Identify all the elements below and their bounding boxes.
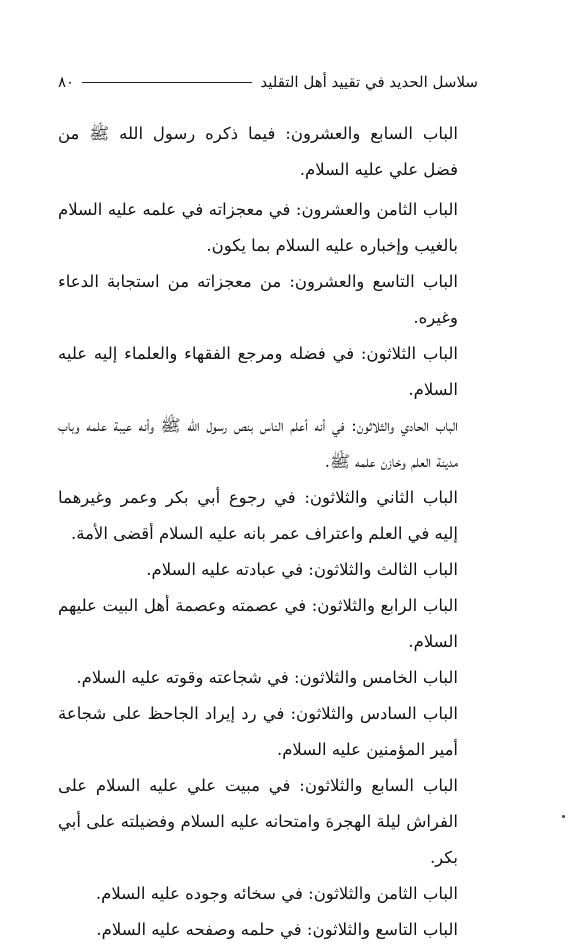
header-rule [82,82,252,83]
chapter-entry-39: الباب التاسع والثلاثون: في حلمه وصفحه عليه السلام. [96,920,458,939]
chapter-entry-36: الباب السادس والثلاثون: في رد إيراد الجاحظ على شجاعة أمير المؤمنين عليه السلام. [58,704,458,759]
chapter-entry-30: الباب الثلاثون: في فضله ومرجع الفقهاء والعلماء إليه عليه السلام. [58,344,458,399]
table-of-contents-body [58,116,478,948]
chapter-entry-27: الباب السابع والعشرون: فيما ذكره رسول الله ﷺ من فضل علي عليه السلام. [58,124,458,179]
header-title: سلاسل الحديد في تقييد أهل التقليد [260,73,478,91]
chapter-entry-33: الباب الثالث والثلاثون: في عبادته عليه السلام. [146,560,458,579]
chapter-entry-34: الباب الرابع والثلاثون: في عصمته وعصمة أهل البيت عليهم السلام. [58,596,458,651]
page-number: ٨٠ [58,73,75,91]
chapter-entry-38: الباب الثامن والثلاثون: في سخائه وجوده عليه السلام. [95,884,458,903]
chapter-entry-32: الباب الثاني والثلاثون: في رجوع أبي بكر وعمر وغيرهما إليه في العلم واعتراف عمر بانه عليه السلام أقضى الأمة. [58,488,458,543]
page-speck [562,815,565,818]
chapter-entry-37: الباب السابع والثلاثون: في مبيت علي عليه السلام على الفراش ليلة الهجرة وامتحانه عليه السلام وفضيلته على أبي بكر. [58,776,458,867]
running-header [58,70,478,94]
chapter-entry-28: الباب الثامن والعشرون: في معجزاته في علمه عليه السلام بالغيب وإخباره عليه السلام بما يكون. [58,200,458,255]
chapter-entry-29: الباب التاسع والعشرون: من معجزاته من استجابة الدعاء وغيره. [58,272,458,327]
chapter-entry-35: الباب الخامس والثلاثون: في شجاعته وقوته عليه السلام. [76,668,458,687]
chapter-entry-31: الباب الحادي والثلاثون: في أنه أعلم الناس بنص رسول الله ﷺ وأنه عيبة علمه وباب مدينة العلم وخازن علمه ﷺ. [58,416,458,471]
